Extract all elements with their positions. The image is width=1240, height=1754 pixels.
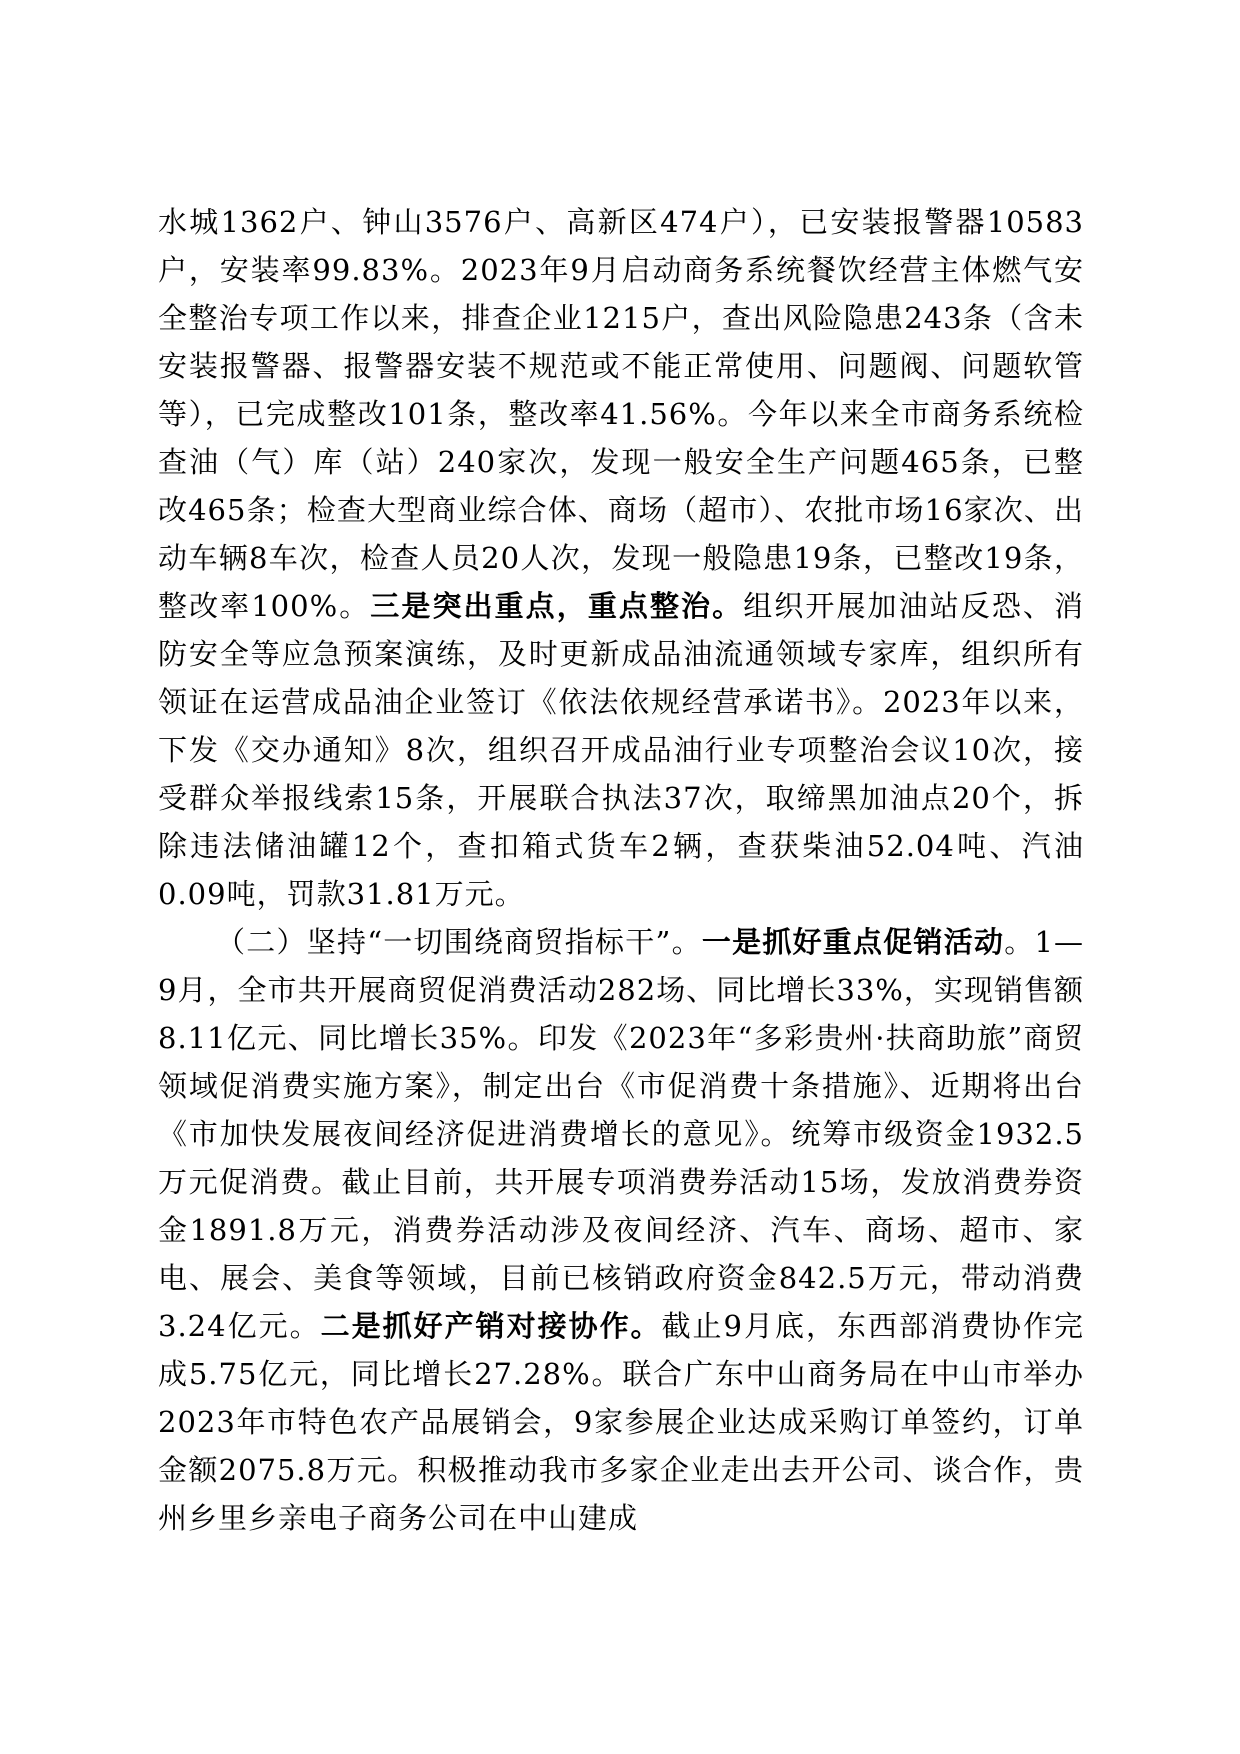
paragraph-text: 水城1362户、钟山3576户、高新区474户），已安装报警器10583户，安装率99.83%。2023年9月启动商务系统餐饮经营主体燃气安全整治专项工作以来，排查企业1215户，查出风险隐患243条（含未安装报警器、报警器安装不规范或不能正常使用、问题阀、问题软管等），已完成整改101条，整改率41.56%。今年以来全市商务系统检查油（气）库（站）240家次，发现一般安全生产问题465条，已整改465条；检查大型商业综合体、商场（超市）、农批市场16家次、出动车辆8车次，检查人员20人次，发现一般隐患19条，已整改19条，整改率100%。 [158,205,1084,623]
section-heading: （二）坚持“一切围绕商贸指标干”。 [216,925,702,959]
paragraph-text: 。1—9月，全市共开展商贸促消费活动282场、同比增长33%，实现销售额8.11亿元、同比增长35%。印发《2023年“多彩贵州·扶商助旅”商贸领域促消费实施方案》，制定出台《市促消费十条措施》、近期将出台《市加快发展夜间经济促进消费增长的意见》。统筹市级资金1932.5万元促消费。截止目前，共开展专项消费券活动15场，发放消费券资金1891.8万元，消费券活动涉及夜间经济、汽车、商场、超市、家电、展会、美食等领域，目前已核销政府资金842.5万元，带动消费3.24亿元。 [158,925,1084,1343]
paragraph-heading-bold: 三是突出重点，重点整治。 [370,589,744,623]
paragraph-text: 截止9月底，东西部消费协作完成5.75亿元，同比增长27.28%。联合广东中山商务局在中山市举办2023年市特色农产品展销会，9家参展企业达成采购订单签约，订单金额2075.8万元。积极推动我市多家企业走出去开公司、谈合作，贵州乡里乡亲电子商务公司在中山建成 [158,1309,1084,1535]
document-body [158,198,1084,1542]
paragraph-heading-bold: 二是抓好产销对接协作。 [320,1309,662,1343]
paragraph-text: 组织开展加油站反恐、消防安全等应急预案演练，及时更新成品油流通领域专家库，组织所有领证在运营成品油企业签订《依法依规经营承诺书》。2023年以来，下发《交办通知》8次，组织召开成品油行业专项整治会议10次，接受群众举报线索15条，开展联合执法37次，取缔黑加油点20个，拆除违法储油罐12个，查扣箱式货车2辆，查获柴油52.04吨、汽油0.09吨，罚款31.81万元。 [158,589,1084,911]
paragraph-commerce-indicators [158,918,1084,1542]
paragraph-safety-rectification [158,198,1084,918]
paragraph-heading-bold: 一是抓好重点促销活动 [701,925,1005,959]
